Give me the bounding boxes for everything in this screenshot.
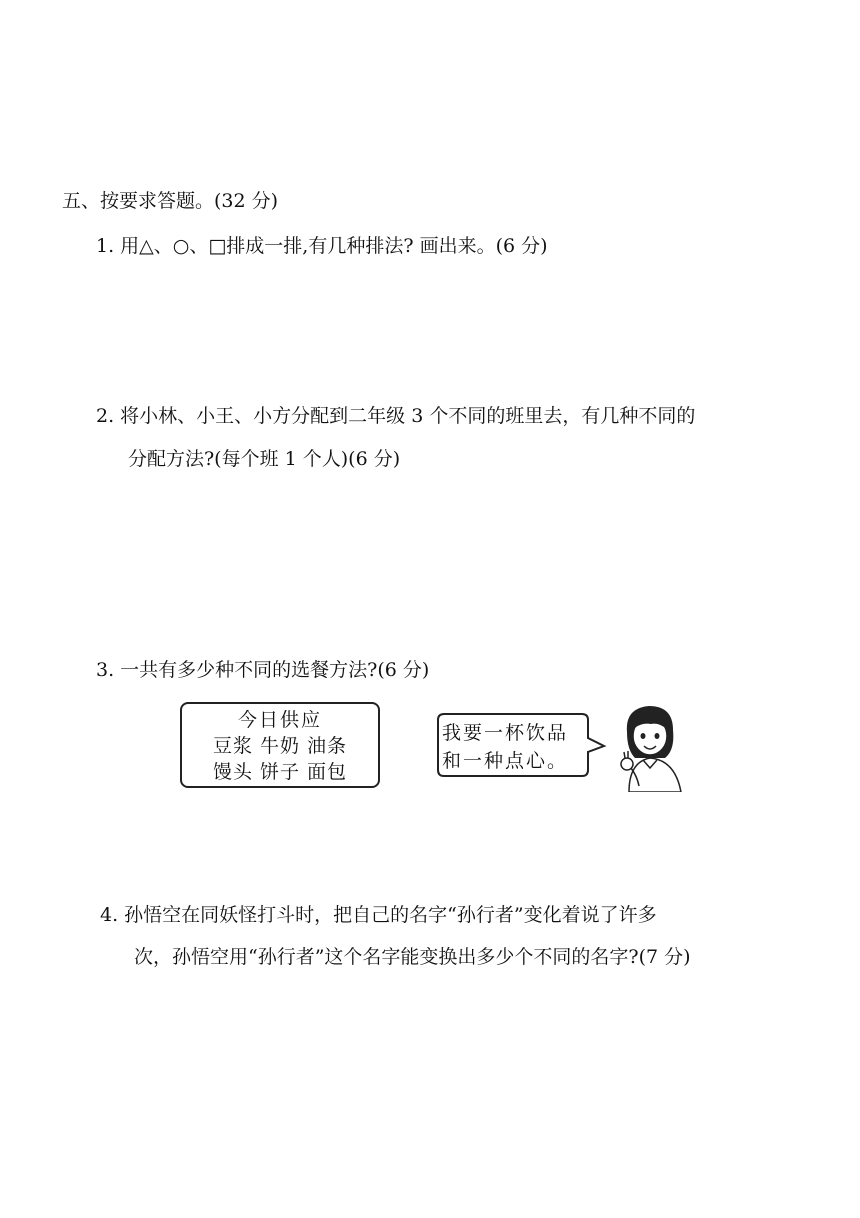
section-title: 五、按要求答题。(32 分) <box>62 190 279 212</box>
menu-row-snacks: 馒头 饼子 面包 <box>212 761 348 783</box>
menu-title: 今日供应 <box>237 709 322 731</box>
speech-line-1: 我要一杯饮品 <box>442 722 569 744</box>
menu-row-drinks: 豆浆 牛奶 油条 <box>212 735 348 757</box>
question-2-line1: 2. 将小林、小王、小方分配到二年级 3 个不同的班里去，有几种不同的 <box>96 405 696 427</box>
question-4-line2: 次，孙悟空用“孙行者”这个名字能变换出多少个不同的名字?(7 分) <box>134 946 691 968</box>
question-4-line1: 4. 孙悟空在同妖怪打斗时，把自己的名字“孙行者”变化着说了许多 <box>100 904 657 926</box>
question-2-line2: 分配方法?(每个班 1 个人)(6 分) <box>128 448 401 470</box>
speech-line-2: 和一种点心。 <box>442 750 569 772</box>
question-3: 3. 一共有多少种不同的选餐方法?(6 分) <box>96 659 430 681</box>
girl-illustration-icon <box>615 702 687 796</box>
question-1: 1. 用△、○、□排成一排,有几种排法? 画出来。(6 分) <box>96 235 548 257</box>
menu-board <box>180 702 380 788</box>
